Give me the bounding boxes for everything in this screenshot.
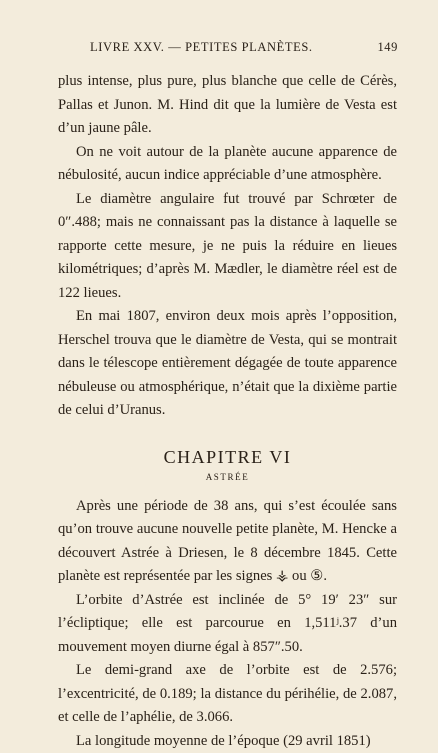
body-text: [58, 70, 397, 753]
page-header: [58, 40, 398, 60]
paragraph: En mai 1807, environ deux mois après l’opposition, Herschel trouva que le diamètre de Vesta, qui se montrait dans le télescope entièrement dégagée de toute apparence nébuleuse ou atmosphérique, n’était que la dixième partie de celui d’Uranus.: [58, 305, 397, 423]
paragraph: plus intense, plus pure, plus blanche que celle de Cérès, Pallas et Junon. M. Hind dit que la lumière de Vesta est d’un jaune pâle.: [58, 70, 397, 141]
paragraph: Après une période de 38 ans, qui s’est écoulée sans qu’on trouve aucune nouvelle petite planète, M. Hencke a découvert Astrée à Driesen, le 8 décembre 1845. Cette planète est représentée par les signes ⚶ ou ⑤.: [58, 495, 397, 589]
chapter-subtitle: ASTRÉE: [58, 469, 397, 485]
running-title: LIVRE XXV. — PETITES PLANÈTES.: [90, 40, 313, 55]
paragraph: Le diamètre angulaire fut trouvé par Schrœter de 0″.488; mais ne connaissant pas la distance à laquelle se rapporte cette mesure, je ne puis la réduire en lieues kilométriques; d’après M. Mædler, le diamètre réel est de 122 lieues.: [58, 188, 397, 306]
page-number: 149: [377, 40, 398, 55]
chapter-title: CHAPITRE VI: [58, 445, 397, 469]
paragraph: L’orbite d’Astrée est inclinée de 5° 19′ 23″ sur l’écliptique; elle est parcourue en 1,511ʲ.37 d’un mouvement moyen diurne égal à 857″.50.: [58, 589, 397, 660]
paragraph: La longitude moyenne de l’époque (29 avril 1851): [58, 730, 397, 753]
paragraph: Le demi-grand axe de l’orbite est de 2.576; l’excentricité, de 0.189; la distance du périhélie, de 2.087, et celle de l’aphélie, de 3.066.: [58, 659, 397, 730]
paragraph: On ne voit autour de la planète aucune apparence de nébulosité, aucun indice appréciable d’une atmosphère.: [58, 141, 397, 188]
